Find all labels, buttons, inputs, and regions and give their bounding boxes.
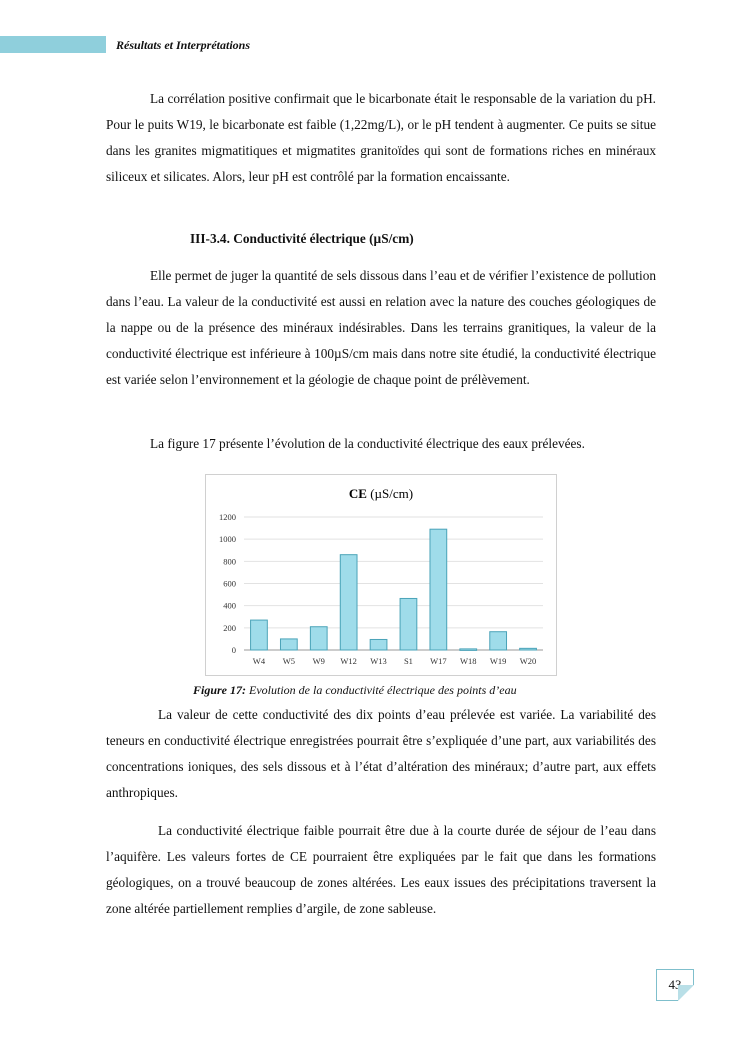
- y-tick-label: 1000: [219, 534, 236, 545]
- header-accent-bar: [0, 36, 106, 53]
- y-tick-label: 800: [223, 556, 236, 567]
- figure-caption-label: Figure 17:: [193, 683, 247, 697]
- chart-title: CE (µS/cm): [348, 486, 414, 501]
- chart-x-ticks: [253, 656, 537, 666]
- paragraph-ph-correlation: La corrélation positive confirmait que le bicarbonate était le responsable de la variation du pH. Pour le puits W19, le bicarbonate est faible (1,22mg/L), or le pH tendent à augmenter. Ce puits se situe dans les granites migmatitiques et migmatites granitoïdes qui sont de formations riches en minéraux siliceux et silicates. Alors, leur pH est contrôlé par la formation encaissante.: [106, 91, 656, 184]
- x-tick-label-w19: W19: [489, 656, 507, 666]
- chart-gridlines: [244, 517, 543, 650]
- y-tick-label: 200: [223, 622, 236, 633]
- x-tick-label-w20: W20: [519, 656, 537, 666]
- y-tick-label: 400: [223, 600, 236, 611]
- x-tick-label-w12: W12: [340, 656, 357, 666]
- x-tick-label-w18: W18: [459, 656, 477, 666]
- bar-w12: [340, 555, 357, 650]
- bar-s1: [400, 598, 417, 650]
- x-tick-label-s1: S1: [403, 656, 413, 666]
- bar-w13: [370, 639, 387, 650]
- y-tick-label: 0: [231, 645, 236, 655]
- x-tick-label-w17: W17: [430, 656, 447, 666]
- x-tick-label-w5: W5: [282, 656, 295, 666]
- paragraph-low-conductivity: La conductivité électrique faible pourrait être due à la courte durée de séjour de l’eau dans l’aquifère. Les valeurs fortes de CE pourraient être expliquées par le fait que dans les formations géologiques, on a trouvé beaucoup de zones altérées. Les eaux issues des précipitations traversent la zone altérée partiellement remplies d’argile, de zone sableuse.: [106, 823, 656, 916]
- chart-y-ticks: [219, 512, 236, 655]
- running-header: Résultats et Interprétations: [116, 38, 251, 52]
- x-tick-label-w4: W4: [252, 656, 266, 666]
- bar-w17: [430, 529, 447, 650]
- section-heading: III-3.4. Conductivité électrique (µS/cm): [190, 231, 414, 246]
- chart-svg: [206, 475, 556, 675]
- paragraph-variability: La valeur de cette conductivité des dix points d’eau prélevée est variée. La variabilité des teneurs en conductivité électrique enregistrées pourrait être s’expliquée d’une part, aux variabilités des concentrations ioniques, des sels dissous et à l’état d’altération des minéraux; d’autre part, aux effets anthropiques.: [106, 707, 656, 800]
- y-tick-label: 1200: [219, 512, 236, 522]
- figure-caption: [193, 683, 517, 698]
- conductivity-chart: [205, 474, 557, 676]
- page-number: 43: [656, 969, 694, 1001]
- x-tick-label-w13: W13: [370, 656, 387, 666]
- chart-bars: [251, 529, 537, 650]
- bar-w20: [520, 648, 537, 650]
- bar-w19: [490, 632, 507, 650]
- x-tick-label-w9: W9: [312, 656, 325, 666]
- y-tick-label: 600: [223, 578, 236, 589]
- bar-w5: [280, 639, 297, 650]
- paragraph-conductivity-intro: Elle permet de juger la quantité de sels dissous dans l’eau et de vérifier l’existence de pollution dans l’eau. La valeur de la conductivité est aussi en relation avec la nature des couches géologiques de la nappe ou de la présence des minéraux indésirables. Dans les terrains granitiques, la valeur de la conductivité électrique est inférieure à 100µS/cm mais dans notre site étudié, la conductivité électrique est variée selon l’environnement et la géologie de chaque point de prélèvement.: [106, 268, 656, 387]
- paragraph-figure-intro: La figure 17 présente l’évolution de la conductivité électrique des eaux prélevées.: [150, 436, 585, 451]
- bar-w9: [310, 627, 327, 650]
- bar-w4: [251, 620, 268, 650]
- figure-caption-text: Evolution de la conductivité électrique des points d’eau: [246, 683, 517, 697]
- bar-w18: [460, 649, 477, 651]
